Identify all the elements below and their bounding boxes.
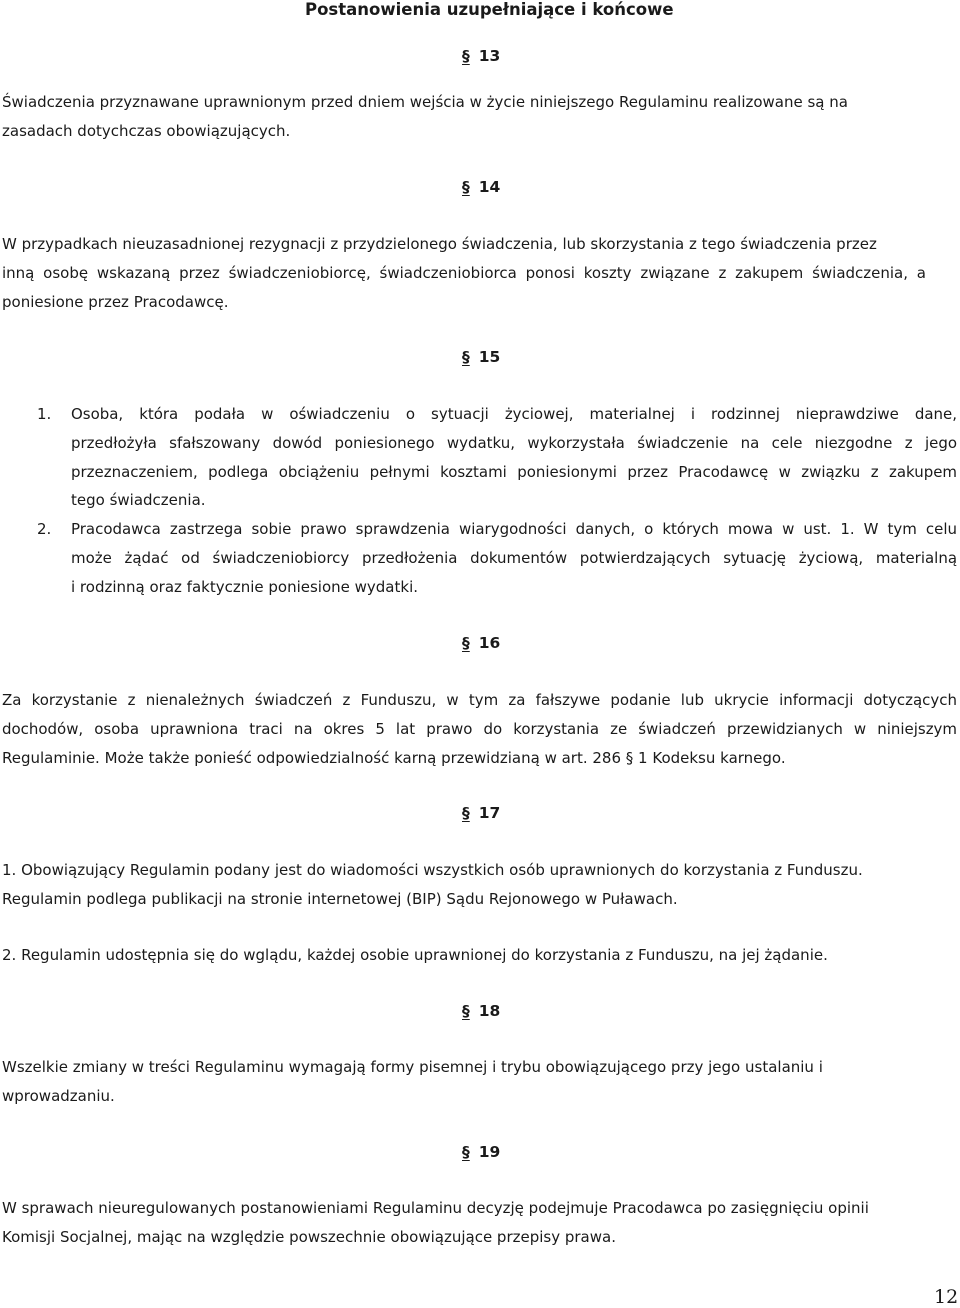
section-16-line: Regulaminie. Może także ponieść odpowiedzialność karną przewidzianą w art. 286 § 1 Kodeksu karnego. xyxy=(2,749,786,767)
section-heading-18 xyxy=(462,1001,500,1021)
section-number: 13 xyxy=(478,47,501,65)
section-17-line: 2. Regulamin udostępnia się do wglądu, każdej osobie uprawnionej do korzystania z Funduszu, na jej żądanie. xyxy=(2,946,828,964)
section-heading-14 xyxy=(462,177,500,197)
section-16-line: dochodów, osoba uprawniona traci na okres 5 lat prawo do korzystania ze świadczeń przewidzianych w niniejszym xyxy=(2,720,957,738)
document-title: Postanowienia uzupełniające i końcowe xyxy=(305,0,674,19)
item-line: może żądać od świadczeniobiorcy przedłożenia dokumentów potwierdzających sytuację życiową, materialną xyxy=(71,549,957,567)
item-line: przeznaczeniem, podlega obciążeniu pełnymi kosztami poniesionymi przez Pracodawcę w związku z zakupem xyxy=(71,463,957,481)
paragraph-sign: § xyxy=(462,634,470,652)
section-heading-19 xyxy=(462,1142,500,1162)
item-line: Pracodawca zastrzega sobie prawo sprawdzenia wiarygodności danych, o których mowa w ust. 1. W tym celu xyxy=(71,520,957,538)
section-number: 14 xyxy=(478,178,501,196)
section-18-line: wprowadzaniu. xyxy=(2,1087,115,1105)
paragraph-sign: § xyxy=(462,348,470,366)
page-number: 12 xyxy=(934,1286,959,1308)
section-number: 17 xyxy=(478,804,501,822)
section-18-line: Wszelkie zmiany w treści Regulaminu wymagają formy pisemnej i trybu obowiązującego przy jego ustalaniu i xyxy=(2,1058,823,1076)
paragraph-sign: § xyxy=(462,178,470,196)
paragraph-sign: § xyxy=(462,1002,470,1020)
section-14-line: inną osobę wskazaną przez świadczeniobiorcę, świadczeniobiorca ponosi koszty związane z zakupem świadczenia, a xyxy=(2,264,926,282)
item-line: tego świadczenia. xyxy=(71,491,206,509)
item-number: 2. xyxy=(37,520,52,538)
section-heading-13 xyxy=(462,46,500,66)
paragraph-sign: § xyxy=(462,804,470,822)
paragraph-sign: § xyxy=(462,1143,470,1161)
section-number: 19 xyxy=(478,1143,501,1161)
section-16-line: Za korzystanie z nienależnych świadczeń z Funduszu, w tym za fałszywe podanie lub ukrycie informacji dotyczących xyxy=(2,691,957,709)
section-13-line: Świadczenia przyznawane uprawnionym przed dniem wejścia w życie niniejszego Regulaminu realizowane są na xyxy=(2,93,848,111)
section-number: 15 xyxy=(478,348,501,366)
section-17-line: 1. Obowiązujący Regulamin podany jest do wiadomości wszystkich osób uprawnionych do korzystania z Funduszu. xyxy=(2,861,863,879)
paragraph-sign: § xyxy=(462,47,470,65)
section-heading-16 xyxy=(462,633,500,653)
section-19-line: W sprawach nieuregulowanych postanowieniami Regulaminu decyzję podejmuje Pracodawca po zasięgnięciu opinii xyxy=(2,1199,869,1217)
item-line: Osoba, która podała w oświadczeniu o sytuacji życiowej, materialnej i rodzinnej nieprawdziwe dane, xyxy=(71,405,957,423)
item-number: 1. xyxy=(37,405,52,423)
section-14-line: poniesione przez Pracodawcę. xyxy=(2,293,229,311)
item-line: przedłożyła sfałszowany dowód poniesionego wydatku, wykorzystała świadczenie na cele niezgodne z jego xyxy=(71,434,957,452)
item-line: i rodzinną oraz faktycznie poniesione wydatki. xyxy=(71,578,418,596)
section-19-line: Komisji Socjalnej, mając na względzie powszechnie obowiązujące przepisy prawa. xyxy=(2,1228,616,1246)
section-heading-17 xyxy=(462,803,500,823)
section-17-line: Regulamin podlega publikacji na stronie internetowej (BIP) Sądu Rejonowego w Puławach. xyxy=(2,890,678,908)
section-14-line: W przypadkach nieuzasadnionej rezygnacji z przydzielonego świadczenia, lub skorzystania z tego świadczenia przez xyxy=(2,235,877,253)
section-number: 16 xyxy=(478,634,501,652)
section-heading-15 xyxy=(462,347,500,367)
section-13-line: zasadach dotychczas obowiązujących. xyxy=(2,122,291,140)
section-number: 18 xyxy=(478,1002,501,1020)
